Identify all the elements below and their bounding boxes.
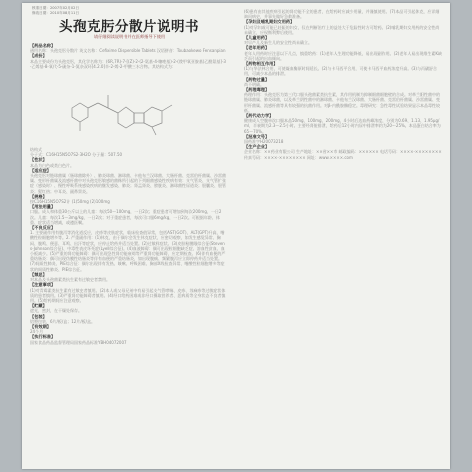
section — [30, 334, 226, 344]
section-text: (1)对青霉素类抗生素有过敏史者慎用。(2)本人或父母兄弟中有易引起支气管哮喘、皮疹、荨麻疹等过敏症状体质的患者慎用。(3)严重肾功能障碍者慎用。(4)经口给药困难或非经口摄取营养者、恶病质等全身状态不良者慎用。(5)给药期间应注意观察。 — [30, 287, 226, 303]
section-text: 1. 主要副作用有腹泻等消化道反应，皮疹等皮肤症状，临床检查值异常，包括AST(GOT)、ALT(GPT)升高，嗜酸性粒细胞增多等。2. 严重副作用：(1)休克，由于偶尔会发生休克症状，应密切观察，如发生感觉异常、胸闷、腹鸣、便意、耳鸣、出汗等症状，应停止给药并适当处置。(2)过敏样症状。(3)皮肤粘膜眼综合征(Stevens-Johnson综合征)、中毒性表皮坏死症(Lyell综合征)。(4)血液障碍：偶可出现粒细胞缺乏症、溶血性贫血、血小板减少。(5)严重的肾功能障碍：偶可出现急性肾功能衰竭等严重肾功能障碍，应定期检查。(6)伴有血便的严重结肠炎：偶可出现伪膜性结肠炎等伴有血便的严重结肠炎，如出现腹痛、频繁腹泻应立即停药并适当处置。(7)间质性肺炎、PIE综合征：偶尔出现伴有发热、咳嗽、呼吸困难、胸部X线检查异常、嗜酸性粒细胞增多等症状的间质性肺炎、PIE综合征。 — [30, 230, 226, 272]
section-text: (1)对孕妇或可能已妊娠的妇女，仅在判断治疗上的益处大于危险性时方可给药。(2)哺乳期妇女用药的安全性尚未确立，应权衡利弊后使用。 — [244, 24, 440, 35]
section — [30, 324, 226, 334]
section — [244, 77, 442, 87]
approval-date: 核准日期：2007年02月02日 — [32, 6, 80, 10]
section-heading: 【成份】 — [30, 53, 47, 59]
section-heading: 【生产企业】 — [244, 144, 270, 150]
section-heading: 【注意事项】 — [30, 282, 56, 288]
left-column — [30, 43, 226, 345]
section-text: 本品为白色或类白色片。 — [30, 162, 74, 168]
section-text: 对早产儿及新生儿的安全性尚未确立。 — [244, 40, 312, 46]
section — [30, 272, 226, 282]
revision-date: 修改日期：2010年08月11日 — [32, 11, 80, 15]
section-heading: 【药品名称】 — [30, 43, 56, 48]
section — [244, 9, 442, 19]
section-heading: 【不良反应】 — [30, 225, 56, 231]
section — [244, 45, 442, 61]
section-heading: 【禁忌】 — [30, 271, 47, 277]
chemical-structure-figure — [52, 73, 192, 143]
section-text: (6)患有由其他疾病引起的肾功能不全的患者，在给药时应减少用量，并谨慎使用。(7)本品可引起休克，应详细询问病史，并事先做好急救准备。 — [244, 9, 440, 20]
section-heading: 【规格】 — [30, 193, 47, 199]
page-bottom-fade — [22, 463, 450, 469]
section-heading: 【贮藏】 — [30, 303, 47, 309]
section-heading: 【适应症】 — [30, 167, 51, 173]
section-heading: 【包装】 — [30, 313, 47, 319]
section — [30, 314, 226, 324]
section-text: 分子式：C16H15N5O7S2·3H2O 分子量：507.50 — [30, 152, 123, 158]
section-text: 本品主要成份为头孢克肟，其化学名称为：(6R,7R)-7-[(Z)-2-(2-氨基-4-噻唑基)-2-(羧甲氧亚胺基)乙酰氨基]-3-乙烯基-8-氧代-5-硫杂-1-氮杂双环[4.2.0]辛-2-烯-2-甲酸三水合物。其结构式为： — [30, 58, 226, 69]
section-text: 24个月 — [30, 329, 44, 335]
section-heading: 【孕妇及哺乳期妇女用药】 — [244, 19, 295, 25]
section-heading: 【性状】 — [30, 157, 47, 163]
leaflet-page — [22, 3, 450, 469]
section-text: 健康成人空腹单次口服本品50mg、100mg、200mg，4小时后达血药峰浓度，分别为0.69、1.13、1.95μg/ml，半衰期为2.3～2.5小时。主要经肾脏排泄，给药后12小时内尿中排泄率约为20～25%。本品蛋白结合率为65～70%。 — [244, 118, 441, 134]
section-text: 通用名称：头孢克肟分散片 英文名称：Cefixime Dispersible Tablets 汉语拼音：Toubaokewo Fensanpian — [30, 48, 226, 54]
section — [30, 204, 226, 225]
warning-note: 请仔细阅读说明书并在医师指导下使用 — [93, 34, 166, 39]
section — [30, 194, 226, 204]
structure-caption: 结构式 — [30, 147, 42, 153]
section-text: 铝塑包装，6片/板/盒；12片/板/盒。 — [30, 318, 96, 324]
section-heading: 【执行标准】 — [30, 334, 56, 340]
section-text: 头孢克肟对链球菌属（肠球菌除外）、肺炎球菌、淋球菌、卡他布兰汉球菌、大肠杆菌、克雷伯杆菌属、沙雷菌属、变形杆菌属及流感杆菌中对头孢克肟敏感的菌株所引起的下列细菌感染性疾病有效：支气管炎、支气管扩张症（感染时）、慢性呼吸系统感染疾病的继发感染、肺炎；肾盂肾炎、膀胱炎、淋球菌性尿道炎；胆囊炎、胆管炎；猩红热；中耳炎、副鼻窦炎。 — [30, 173, 226, 194]
section — [30, 168, 226, 194]
molecule-diagram — [52, 73, 192, 143]
section — [244, 134, 442, 144]
section-heading: 【批准文号】 — [244, 133, 270, 139]
section-text: 药理作用：头孢克肟为第三代口服头孢菌素类抗生素，其作用机制为抑制细菌细胞壁的合成。对革兰阳性菌中的链球菌属、肺炎球菌，以及革兰阴性菌中的淋球菌、卡他布兰汉球菌、大肠杆菌、克雷伯杆菌属、沙雷菌属、变形杆菌属、流感杆菌等具有较强的抗菌作用。对β-内酰胺酶稳定。毒理研究：急性毒性试验结果显示本品毒性较低。 — [244, 92, 440, 113]
section-heading: 【有效期】 — [30, 323, 51, 329]
section — [30, 225, 226, 272]
section — [244, 35, 442, 45]
section-text: 遮光，密封，在干燥处保存。 — [30, 308, 82, 314]
section-text: 尚不明确。 — [244, 81, 264, 87]
section — [244, 61, 442, 77]
leaflet-title: 头孢克肟分散片说明书 — [59, 19, 199, 35]
section — [30, 53, 226, 69]
section-heading: 【药物相互作用】 — [244, 61, 278, 67]
section-text: 企业名称：××药业有限公司 生产地址：××省××市 邮政编码：×××××× 电话号码：××××-×××××××× 传真号码：××××-×××××××× 网址：www.××××.com — [244, 149, 442, 160]
section — [30, 157, 226, 167]
section-text: 老年人用药时应注意以下几点，慎重给药：(1)老年人生理功能降低，易出现副作用。(2)老年人易出现维生素K缺乏而引起的出血倾向。 — [244, 50, 442, 61]
section-text: 按C16H15N5O7S2计 (1)50mg (2)100mg — [30, 199, 110, 205]
section-heading: 【用法用量】 — [30, 204, 56, 210]
section — [30, 282, 226, 303]
section-text: (1)与华法林合用，可使凝血酶原时间延长。(2)与卡马西平合用，可使卡马西平血药浓度升高。(3)与丙磺舒合用，可减少本品的排泄。 — [244, 66, 437, 77]
section-heading: 【药理毒理】 — [244, 87, 270, 93]
section — [244, 113, 442, 134]
section-text: 国家食品药品监督管理局国家药品标准YBH04072007 — [30, 339, 127, 345]
section-text: 口服。成人和体重30公斤以上的儿童：每次50～100mg，一日2次；重症患者可增加到每次200mg，一日2次。儿童：每次1.5～3mg/kg，一日2次；对于重症患者，每次可口服6mg/kg，一日2次。可根据年龄、体重、症状适当增减，或遵医嘱。 — [30, 209, 222, 225]
section — [30, 43, 226, 53]
section — [244, 144, 442, 160]
right-column — [244, 9, 442, 160]
section — [244, 87, 442, 113]
section — [244, 19, 442, 35]
section-text: 国药准字H20073218 — [244, 139, 284, 145]
section — [30, 303, 226, 313]
section-text: 对本品及头孢菌素类抗生素有过敏史者禁用。 — [30, 277, 110, 283]
section-heading: 【老年用药】 — [244, 45, 270, 51]
section-heading: 【药物过量】 — [244, 76, 270, 82]
section-heading: 【儿童用药】 — [244, 35, 270, 41]
section-heading: 【药代动力学】 — [244, 113, 274, 119]
